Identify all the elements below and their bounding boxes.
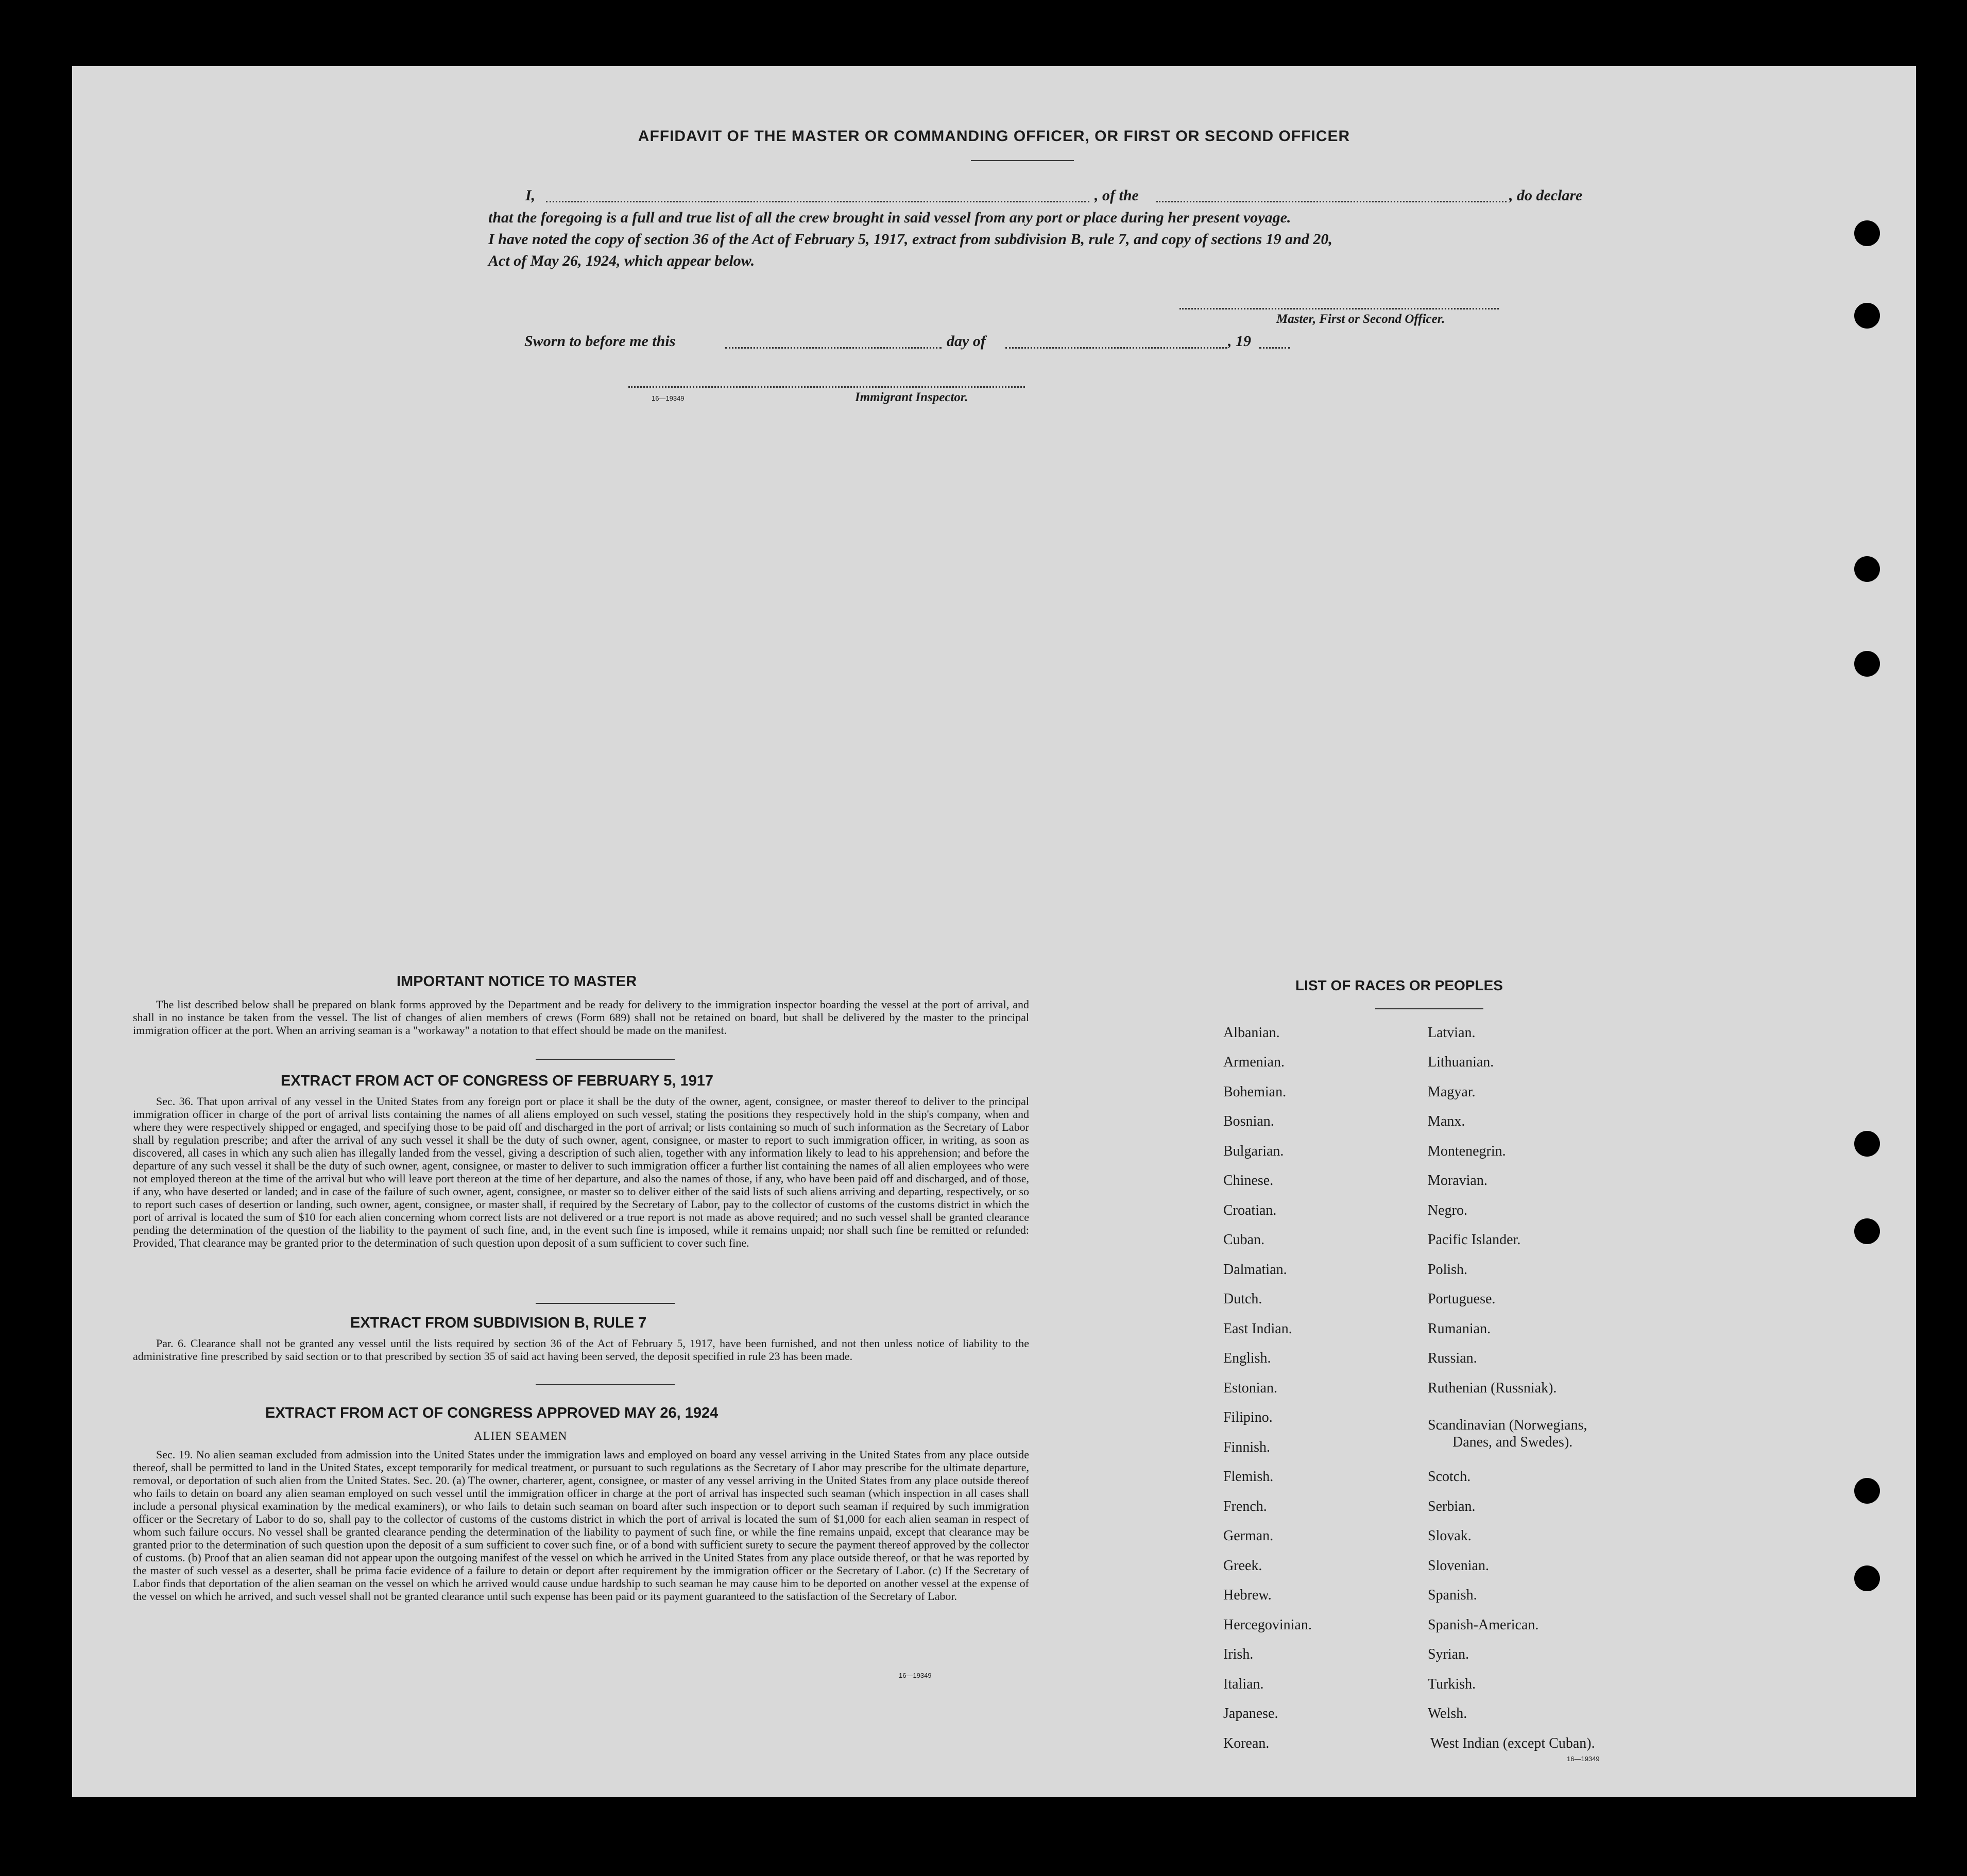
race-left: Chinese. [1223,1173,1274,1189]
affidavit-do-declare: , do declare [1509,187,1583,204]
race-left: Flemish. [1223,1469,1274,1485]
year-field[interactable] [1259,347,1290,349]
race-left: Dalmatian. [1223,1262,1287,1278]
race-right: Rumanian. [1428,1321,1491,1337]
race-right: Latvian. [1428,1025,1476,1041]
race-right: Spanish-American. [1428,1617,1539,1633]
race-left: Finnish. [1223,1439,1271,1455]
extract-1917-title: EXTRACT FROM ACT OF CONGRESS OF FEBRUARY 5, 1917 [281,1073,714,1089]
subdivision-b-text: Par. 6. Clearance shall not be granted any vessel until the lists required by section 36 of the Act of February 5, 1917, have been furnished, and not then unless notice of liability to the administrative fine prescribed by said section or to that prescribed by section 35 of said act having been served, the deposit specified in rule 23 has been made. [133,1337,1029,1363]
inspector-signature-field[interactable] [628,386,1025,388]
binder-hole [1854,1478,1880,1504]
race-right: Pacific Islander. [1428,1232,1521,1248]
race-left: French. [1223,1499,1267,1514]
year-label: , 19 [1228,333,1251,350]
affidavit-line2: that the foregoing is a full and true list of all the crew brought in said vessel from any port or place during her present voyage. [488,209,1291,226]
race-left: Estonian. [1223,1380,1277,1396]
race-left: Dutch. [1223,1291,1262,1307]
race-left: East Indian. [1223,1321,1292,1337]
race-left: Hebrew. [1223,1587,1272,1603]
document-sheet [72,66,1916,1797]
race-left: English. [1223,1350,1271,1366]
binder-hole [1854,651,1880,677]
binder-hole [1854,303,1880,329]
race-left: Croatian. [1223,1202,1277,1218]
sworn-month-field[interactable] [1005,347,1227,349]
race-left: Hercegovinian. [1223,1617,1312,1633]
extract-1924-title: EXTRACT FROM ACT OF CONGRESS APPROVED MAY 26, 1924 [265,1405,719,1421]
race-left: Bosnian. [1223,1113,1274,1129]
race-left: Bulgarian. [1223,1143,1284,1159]
race-right: Welsh. [1428,1706,1467,1722]
race-left: Japanese. [1223,1706,1278,1722]
extract-1924-subtitle: ALIEN SEAMEN [474,1430,568,1442]
race-left: Korean. [1223,1735,1270,1751]
race-right: West Indian (except Cuban). [1430,1735,1595,1751]
race-right: Serbian. [1428,1499,1476,1514]
race-right: Syrian. [1428,1646,1469,1662]
section-rule [536,1059,675,1060]
races-title-rule [1375,1008,1483,1009]
form-number-bottom: 16—19349 [899,1672,932,1679]
binder-hole [1854,1218,1880,1244]
race-left: Cuban. [1223,1232,1265,1248]
affidavit-title: AFFIDAVIT OF THE MASTER OR COMMANDING OFFICER, OR FIRST OR SECOND OFFICER [638,128,1350,145]
subdivision-b-title: EXTRACT FROM SUBDIVISION B, RULE 7 [350,1315,647,1331]
race-right: Negro. [1428,1202,1467,1218]
binder-hole [1854,1565,1880,1591]
affidavit-i: I, [525,187,536,204]
affidavit-of-the: , of the [1094,187,1139,204]
race-right: Polish. [1428,1262,1468,1278]
race-right: Manx. [1428,1113,1465,1129]
notice-title: IMPORTANT NOTICE TO MASTER [397,973,637,990]
master-signature-field[interactable] [1179,308,1499,309]
race-left: Bohemian. [1223,1084,1287,1100]
race-right: Russian. [1428,1350,1477,1366]
sworn-day-field[interactable] [725,347,942,349]
race-right: Ruthenian (Russniak). [1428,1380,1557,1396]
affidavit-line3: I have noted the copy of section 36 of the Act of February 5, 1917, extract from subdivision B, rule 7, and copy of sections 19 and 20, [488,231,1332,248]
race-right: Turkish. [1428,1676,1476,1692]
race-left: Greek. [1223,1558,1262,1574]
race-right: Spanish. [1428,1587,1477,1603]
extract-1924-text: Sec. 19. No alien seaman excluded from admission into the United States under the immigration laws and employed on board any vessel arriving in the United States from any place outside thereof, shall be permitted to land in the United States, except temporarily for medical treatment, or pursuant to such regulations as the Secretary of Labor may prescribe for the ultimate departure, removal, or deportation of such alien from the United States. Sec. 20. (a) The owner, charterer, agent, consignee, or master of any vessel arriving in the United States from any place outside thereof who fails to detain on board any alien seaman employed on such vessel until the immigration officer in charge at the port of arrival has inspected such seaman (which inspection in all cases shall include a personal physical examination by the medical examiners), or who fails to detain such seaman on board after such inspection or to deport such seaman if required by such immigration officer or the Secretary of Labor to do so, shall pay to the collector of customs of the customs district in which the port of arrival is located the sum of $1,000 for each alien seaman in respect of whom such failure occurs. No vessel shall be granted clearance pending the determination of the liability to payment of such fine, or while the fine remains unpaid, except that clearance may be granted prior to the determination of such question upon the deposit of a sum sufficient to cover such fine, or of a bond with sufficient surety to secure the payment thereof approved by the collector of customs. (b) Proof that an alien seaman did not appear upon the outgoing manifest of the vessel on which he arrived in the United States from any place outside thereof, or that he was reported by the master of such vessel as a deserter, shall be prima facie evidence of a failure to detain or deport after requirement by the immigration officer or the Secretary of Labor. (c) If the Secretary of Labor finds that deportation of the alien seaman on the vessel on which he arrived would cause undue hardship to such seaman he may cause him to be deported on another vessel at the expense of the vessel on which he arrived, and such vessel shall not be granted clearance until such expense has been paid or its payment guaranteed to the satisfaction of the Secretary of Labor. [133,1448,1029,1603]
inspector-label: Immigrant Inspector. [855,390,968,404]
races-title: LIST OF RACES OR PEOPLES [1295,977,1503,993]
master-signature-label: Master, First or Second Officer. [1276,312,1445,326]
section-rule [536,1303,675,1304]
form-number-races: 16—19349 [1567,1755,1600,1763]
vessel-field[interactable] [1156,201,1507,202]
form-number-top: 16—19349 [652,394,685,402]
race-right: Magyar. [1428,1084,1476,1100]
name-field[interactable] [546,201,1089,202]
sworn-label: Sworn to before me this [524,333,676,350]
title-rule [971,160,1074,161]
race-right: Slovenian. [1428,1558,1489,1574]
extract-1917-text: Sec. 36. That upon arrival of any vessel in the United States from any foreign port or place it shall be the duty of the owner, agent, consignee, or master thereof to deliver to the principal immigration officer in charge of the port of arrival lists containing the names of all aliens employed on such vessel, stating the positions they respectively hold in the ship's company, when and where they were respectively shipped or engaged, and specifying those to be paid off and discharged in the port of arrival; or lists containing so much of such information as the Secretary of Labor shall by regulation prescribe; and after the arrival of any such vessel it shall be the duty of such owner, agent, consignee, or master to report to such immigration officer, in writing, as soon as discovered, all cases in which any such alien has illegally landed from the vessel, giving a description of such alien, together with any information likely to lead to his apprehension; and before the departure of any such vessel it shall be the duty of such owner, agent, consignee, or master to deliver to such immigration officer a further list containing the names of all alien employees who were not employed thereon at the time of the arrival but who will leave port thereon at the time of her departure, and also the names of those, if any, who have been paid off and discharged, and of those, if any, who have deserted or landed; and in case of the failure of such owner, agent, consignee, or master so to deliver either of the said lists of such aliens arriving and departing, respectively, or so to report such cases of desertion or landing, such owner, agent, consignee, or master shall, if required by the Secretary of Labor, pay to the collector of customs of the customs district in which the port of arrival is located the sum of $10 for each alien concerning whom correct lists are not delivered or a true report is not made as above required; and no such vessel shall be granted clearance pending the determination of the question of the liability to the payment of such fine, and, in the event such fine is imposed, while it remains unpaid; nor shall such fine be remitted or refunded: Provided, That clearance may be granted prior to the determination of such question upon deposit of a sum sufficient to cover such fine. [133,1095,1029,1249]
race-left: Filipino. [1223,1409,1273,1425]
race-left: Armenian. [1223,1054,1285,1070]
race-right: Portuguese. [1428,1291,1496,1307]
race-right-continued: Danes, and Swedes). [1452,1434,1573,1450]
race-left: Albanian. [1223,1025,1280,1041]
binder-hole [1854,556,1880,582]
race-right: Montenegrin. [1428,1143,1506,1159]
race-right: Scotch. [1428,1469,1471,1485]
notice-text: The list described below shall be prepared on blank forms approved by the Department and be ready for delivery to the immigration inspector boarding the vessel at the port of arrival, and shall in no instance be taken from the vessel. The list of changes of alien members of crews (Form 689) shall not be retained on board, but shall be delivered by the master to the principal immigration officer at the port. When an arriving seaman is a "workaway" a notation to that effect should be made on the manifest. [133,998,1029,1037]
race-right: Lithuanian. [1428,1054,1494,1070]
race-right: Scandinavian (Norwegians, [1428,1417,1587,1433]
day-of-label: day of [947,333,986,350]
race-left: Italian. [1223,1676,1264,1692]
affidavit-line4: Act of May 26, 1924, which appear below. [488,252,755,269]
section-rule [536,1384,675,1385]
race-right: Moravian. [1428,1173,1487,1189]
race-left: German. [1223,1528,1274,1544]
race-right: Slovak. [1428,1528,1472,1544]
race-left: Irish. [1223,1646,1254,1662]
binder-hole [1854,1131,1880,1157]
binder-hole [1854,220,1880,246]
